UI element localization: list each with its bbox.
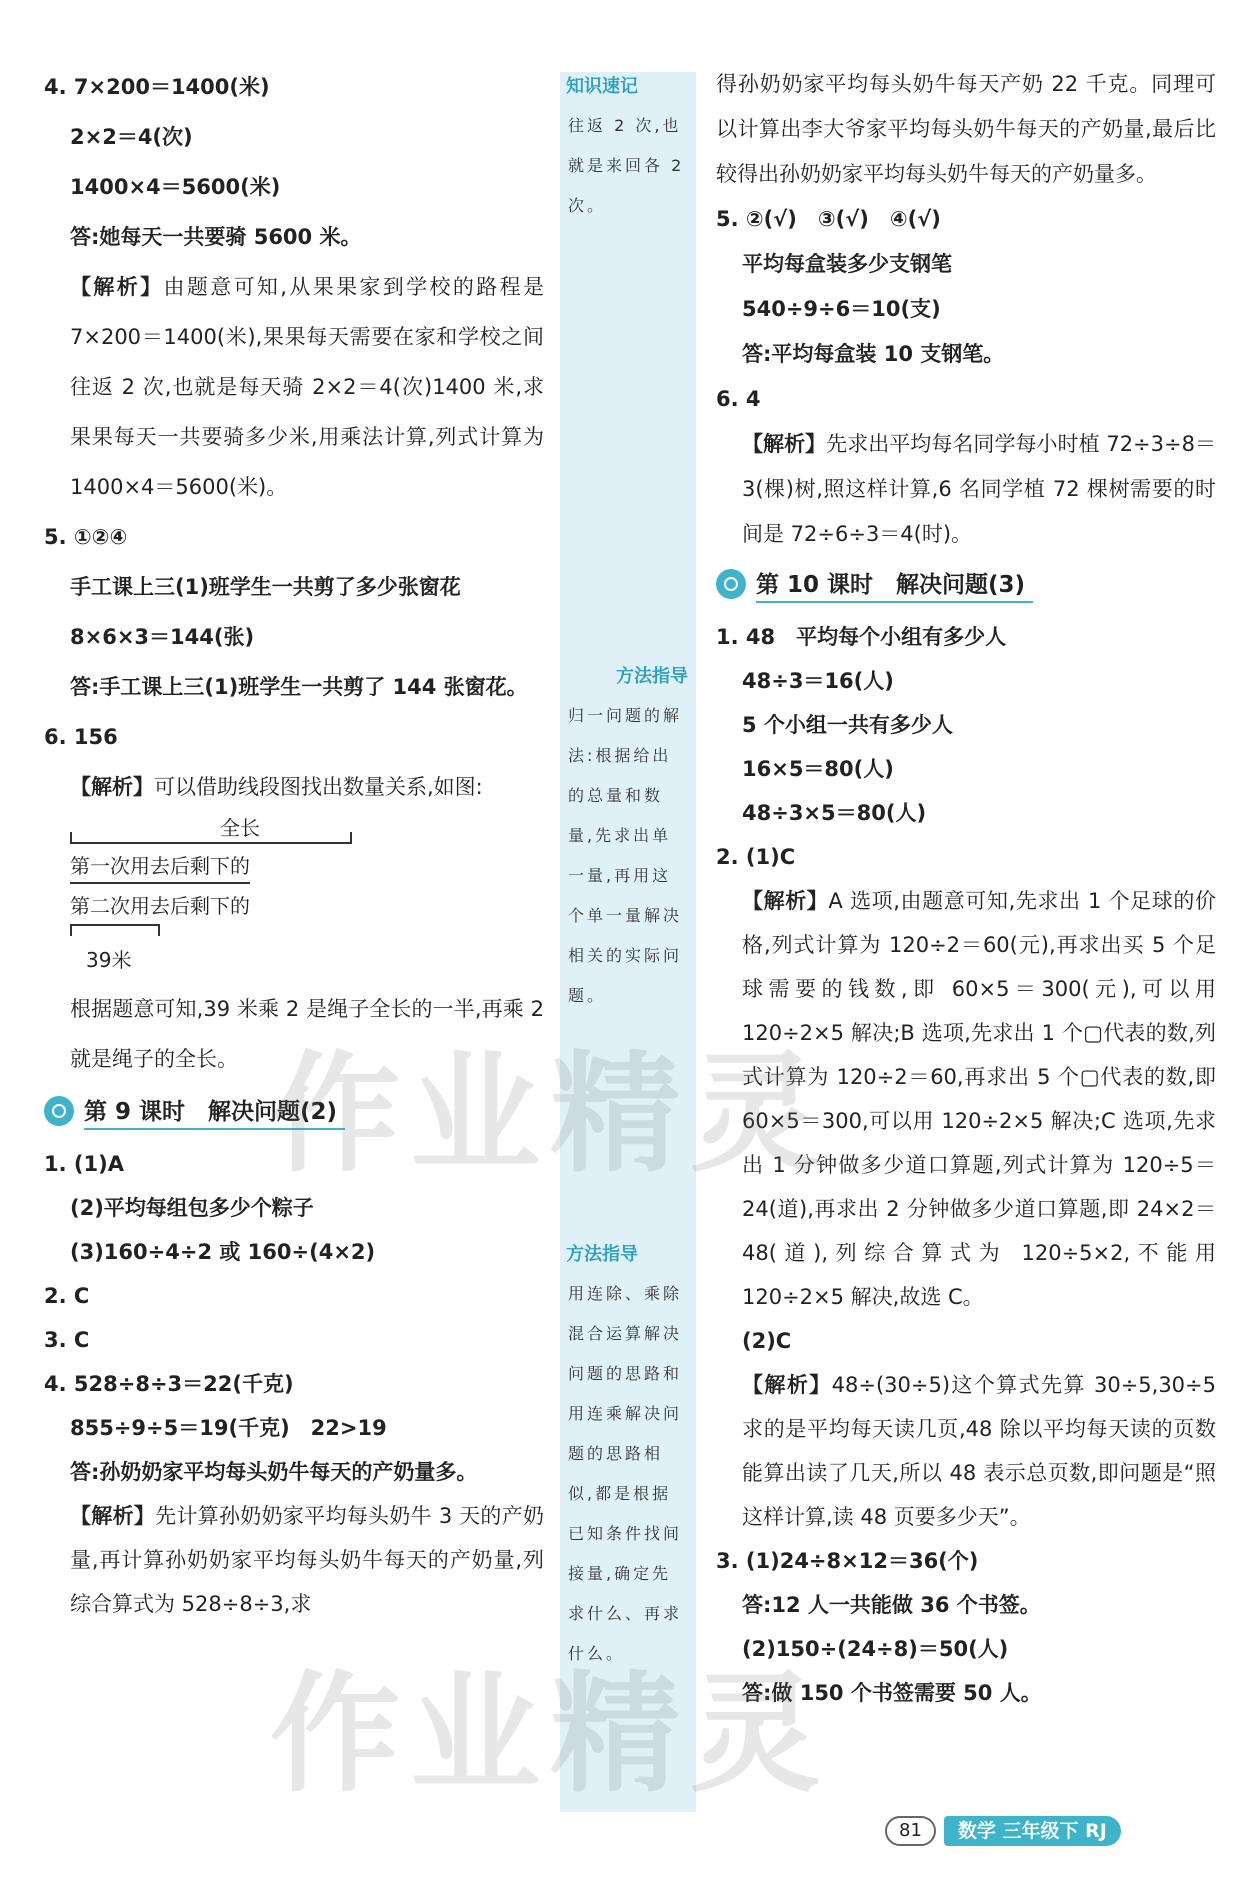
- note-heading: 方法指导: [566, 1244, 638, 1265]
- q5-line3: 8×6×3＝144(张): [70, 625, 255, 649]
- note-text: 用连除、乘除混合运算解决问题的思路和用连乘解决问题的思路相似,都是根据已知条件找间接量,确定先求什么、再求什么。: [568, 1284, 683, 1663]
- q4-line2: 2×2＝4(次): [70, 125, 193, 149]
- diagram-total-bar: [70, 842, 352, 844]
- q4-analysis-text: 由题意可知,从果果家到学校的路程是7×200＝1400(米),果果每天需要在家和学校之间往返 2 次,也就是每天骑 2×2＝4(次)1400 米,求果果每天一共要骑多少米,用乘法计算,列式计算为 1400×4＝5600(米)。: [70, 275, 544, 499]
- q4-answer: 答:她每天一共要骑 5600 米。: [70, 225, 362, 249]
- s10-q1a: 1. 48 平均每个小组有多少人: [716, 625, 1007, 649]
- s10-q3c: (2)150÷(24÷8)＝50(人): [742, 1637, 1009, 1661]
- r-q6-analysis-text: 先求出平均每名同学每小时植 72÷3÷8＝3(棵)树,照这样计算,6 名同学植 72 棵树需要的时间是 72÷6÷3＝4(时)。: [742, 432, 1217, 546]
- s9-q1a: 1. (1)A: [44, 1152, 124, 1176]
- r-q5-line2: 平均每盒装多少支钢笔: [742, 252, 952, 276]
- s9-q4c: 答:孙奶奶家平均每头奶牛每天的产奶量多。: [70, 1460, 478, 1484]
- diagram-first-bar: [70, 882, 250, 884]
- watermark: 作业精灵: [270, 1658, 831, 1810]
- q6-after-text: 根据题意可知,39 米乘 2 是绳子全长的一半,再乘 2 就是绳子的全长。: [70, 997, 544, 1071]
- s10-q1c: 5 个小组一共有多少人: [742, 713, 953, 737]
- note-text: 往返 2 次,也就是来回各 2 次。: [568, 116, 685, 215]
- section-title: 第 9 课时 解决问题(2): [84, 1093, 345, 1130]
- q4-line3: 1400×4＝5600(米): [70, 175, 281, 199]
- analysis-tag: 【解析】: [742, 432, 827, 456]
- s9-q4a: 4. 528÷8÷3＝22(千克): [44, 1372, 294, 1396]
- section-header-lesson10: [716, 561, 1216, 607]
- analysis-tag: 【解析】: [70, 775, 154, 799]
- note-knowledge: [560, 72, 696, 226]
- note-heading: 方法指导: [616, 666, 688, 687]
- s9-q4b: 855÷9÷5＝19(千克) 22>19: [70, 1416, 387, 1440]
- s9-analysis-text: 先计算孙奶奶家平均每头奶牛 3 天的产奶量,再计算孙奶奶家平均每头奶牛每天的产奶量,列综合算式为 528÷8÷3,求: [70, 1504, 545, 1616]
- q4-line1: 4. 7×200＝1400(米): [44, 75, 270, 99]
- q6-analysis-text: 可以借助线段图找出数量关系,如图:: [154, 775, 483, 799]
- page-number: 81: [885, 1816, 936, 1846]
- line-segment-diagram: [70, 812, 490, 1022]
- analysis-tag: 【解析】: [70, 275, 164, 299]
- r-q5-line3: 540÷9÷6＝10(支): [742, 297, 941, 321]
- r-q6-analysis: [716, 422, 1216, 557]
- s9-q2: 2. C: [44, 1284, 90, 1308]
- s10-q2b: (2)C: [742, 1329, 792, 1353]
- q5-answer: 答:手工课上三(1)班学生一共剪了 144 张窗花。: [70, 675, 528, 699]
- s10-analysis-2-text: 48÷(30÷5)这个算式先算 30÷5,30÷5 求的是平均每天读几页,48 除以平均每天读的页数能算出读了几天,所以 48 表示总页数,即问题是“照这样计算,读 48 页要多少天”。: [742, 1373, 1216, 1529]
- s10-q3d: 答:做 150 个书签需要 50 人。: [742, 1681, 1042, 1705]
- r-q6-line1: 6. 4: [716, 387, 761, 411]
- diagram-length-label: 39米: [86, 948, 132, 972]
- note-method-2: [560, 1240, 696, 1674]
- section-title: 第 10 课时 解决问题(3): [756, 566, 1033, 603]
- lesson-icon: [716, 569, 746, 599]
- continued-analysis: 得孙奶奶家平均每头奶牛每天产奶 22 千克。同理可以计算出李大爷家平均每头奶牛每天的产奶量,最后比较得出孙奶奶家平均每头奶牛每天的产奶量多。: [716, 72, 1216, 186]
- s9-q1c: (3)160÷4÷2 或 160÷(4×2): [70, 1240, 376, 1264]
- s9-analysis: [44, 1494, 544, 1626]
- note-heading: 知识速记: [566, 76, 638, 97]
- s10-analysis-1-text: A 选项,由题意可知,先求出 1 个足球的价格,列式计算为 120÷2＝60(元),再求出买 5 个足球需要的钱数,即 60×5＝300(元),可以用 120÷2×5 解决;B 选项,先求出 1 个▢代表的数,列式计算为 120÷2＝60,再求出 5 个▢代表的数,即 60×5＝300,可以用 120÷2×5 解决;C 选项,先求出 1 分钟做多少道口算题,列式计算为 120÷5＝24(道),再求出 2 分钟做多少道口算题,即 24×2＝48(道),列综合算式为 120÷5×2,不能用 120÷2×5 解决,故选 C。: [742, 889, 1216, 1309]
- page-footer: [885, 1815, 1121, 1847]
- diagram-total-label: 全长: [220, 816, 260, 840]
- q5-line2: 手工课上三(1)班学生一共剪了多少张窗花: [70, 575, 461, 599]
- s10-q1d: 16×5＝80(人): [742, 757, 894, 781]
- diagram-second-label: 第二次用去后剩下的: [70, 894, 250, 918]
- q6-line1: 6. 156: [44, 725, 118, 749]
- diagram-first-label: 第一次用去后剩下的: [70, 854, 250, 878]
- s10-q2a: 2. (1)C: [716, 845, 796, 869]
- analysis-tag: 【解析】: [742, 889, 829, 913]
- diagram-tick: [158, 924, 160, 936]
- diagram-tick: [70, 924, 72, 936]
- diagram-second-bar: [70, 924, 160, 926]
- s10-analysis-2: [716, 1363, 1216, 1539]
- watermark: 作业精灵: [270, 1038, 831, 1190]
- r-q5-answer: 答:平均每盒装 10 支钢笔。: [742, 342, 1005, 366]
- q6-analysis: [44, 762, 544, 812]
- side-notes-column: [560, 72, 696, 1812]
- q4-analysis: [44, 262, 544, 512]
- note-method-1: [560, 662, 696, 1016]
- right-column: [716, 62, 1216, 1715]
- s10-q1e: 48÷3×5＝80(人): [742, 801, 927, 825]
- s10-q1b: 48÷3＝16(人): [742, 669, 894, 693]
- q5-line1: 5. ①②④: [44, 525, 128, 549]
- left-column: [44, 62, 544, 1626]
- s10-q3b: 答:12 人一共能做 36 个书签。: [742, 1593, 1041, 1617]
- r-q5-line1: 5. ②(√) ③(√) ④(√): [716, 207, 941, 231]
- note-text: 归一问题的解法:根据给出的总量和数量,先求出单一量,再用这个单一量解决相关的实际问题。: [568, 706, 683, 1005]
- lesson-icon: [44, 1096, 74, 1126]
- analysis-tag: 【解析】: [70, 1504, 156, 1528]
- s9-q1b: (2)平均每组包多少个粽子: [70, 1196, 314, 1220]
- s10-q3a: 3. (1)24÷8×12＝36(个): [716, 1549, 979, 1573]
- analysis-tag: 【解析】: [742, 1373, 832, 1397]
- s9-q3: 3. C: [44, 1328, 90, 1352]
- subject-label: 数学 三年级下 RJ: [944, 1816, 1121, 1846]
